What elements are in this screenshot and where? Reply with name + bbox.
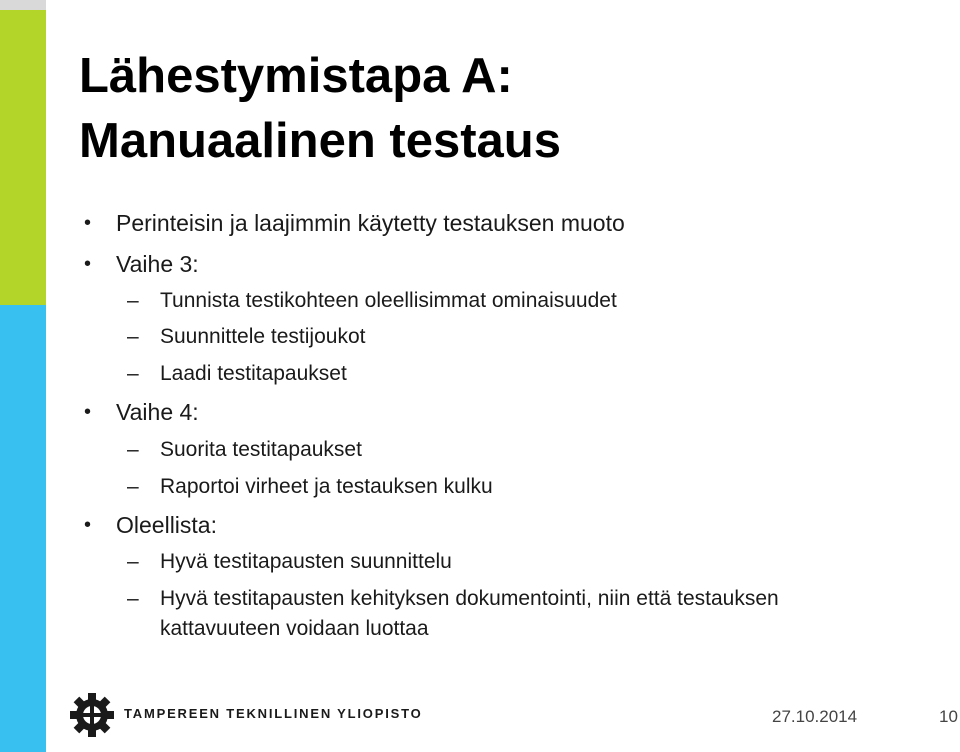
slide-title-line-2: Manuaalinen testaus (79, 114, 561, 168)
sub-text: Tunnista testikohteen oleellisimmat ominaisuudet (160, 289, 617, 312)
dash-marker: – (127, 438, 139, 461)
sub-text: Raportoi virheet ja testauksen kulku (160, 475, 493, 498)
university-name: TAMPEREEN TEKNILLINEN YLIOPISTO (124, 706, 423, 721)
slide-title-line-1: Lähestymistapa A: (79, 49, 513, 103)
dash-marker: – (127, 362, 139, 385)
bullet-marker: • (84, 514, 92, 536)
bullet-text: Vaihe 4: (116, 399, 199, 425)
page-number: 10 (939, 707, 958, 726)
sub-text: Suorita testitapaukset (160, 438, 362, 461)
gear-logo-icon (69, 692, 115, 738)
sub-text: Hyvä testitapausten suunnittelu (160, 550, 452, 573)
dash-marker: – (127, 550, 139, 573)
slide-date: 27.10.2014 (772, 707, 858, 726)
dash-marker: – (127, 587, 139, 610)
bullet-text: Perinteisin ja laajimmin käytetty testauksen muoto (116, 210, 625, 236)
dash-marker: – (127, 289, 139, 312)
bullet-marker: • (84, 401, 92, 423)
sub-text: Laadi testitapaukset (160, 362, 347, 385)
sub-text: Hyvä testitapausten kehityksen dokumentointi, niin että testauksen (160, 587, 779, 610)
bullet-marker: • (84, 253, 92, 275)
dash-marker: – (127, 475, 139, 498)
sub-text: Suunnittele testijoukot (160, 325, 366, 348)
bullet-marker: • (84, 212, 92, 234)
dash-marker: – (127, 325, 139, 348)
sub-text: kattavuuteen voidaan luottaa (160, 617, 429, 640)
bullet-text: Oleellista: (116, 512, 217, 538)
bullet-text: Vaihe 3: (116, 251, 199, 277)
